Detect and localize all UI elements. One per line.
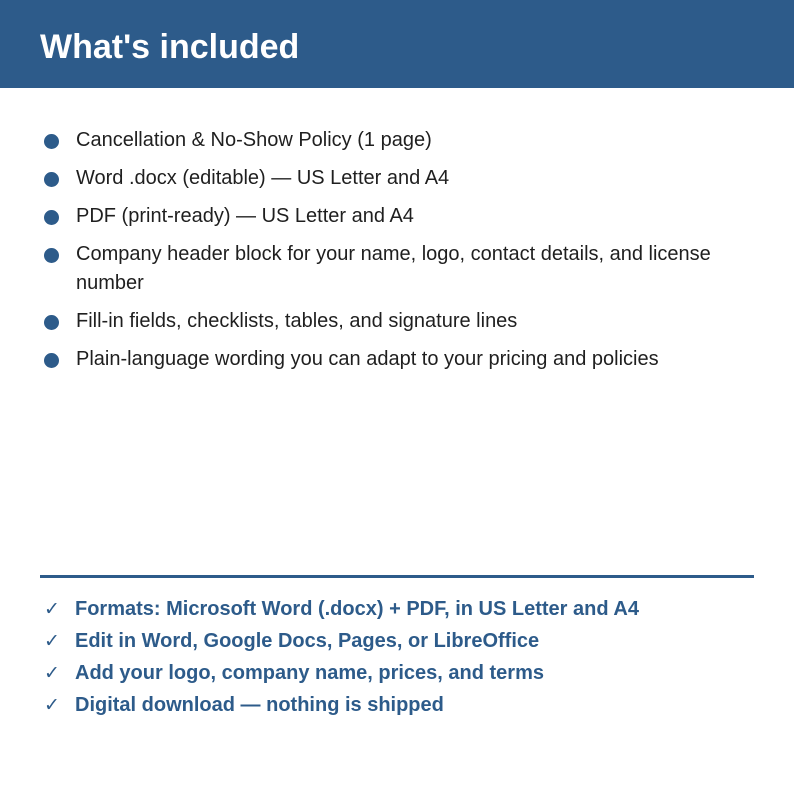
feature-text: Formats: Microsoft Word (.docx) + PDF, in US Letter and A4: [75, 598, 639, 620]
feature-text: Add your logo, company name, prices, and terms: [75, 662, 544, 684]
feature-item: [40, 627, 754, 655]
checkmark-icon: ✓: [44, 630, 60, 652]
list-item-text: Fill-in fields, checklists, tables, and signature lines: [76, 310, 518, 332]
list-item-text: PDF (print-ready) — US Letter and A4: [76, 205, 414, 227]
list-item: [40, 240, 740, 298]
checkmark-icon: ✓: [44, 598, 60, 620]
list-item: [40, 345, 740, 374]
checkmark-icon: ✓: [44, 694, 60, 716]
feature-item: [40, 595, 754, 623]
feature-item: [40, 659, 754, 687]
list-item: [40, 164, 740, 193]
list-item-text: Plain-language wording you can adapt to your pricing and policies: [76, 348, 659, 370]
features-list: [40, 595, 754, 723]
feature-text: Edit in Word, Google Docs, Pages, or LibreOffice: [75, 630, 540, 652]
list-item: [40, 202, 740, 231]
bullet-icon: [44, 315, 59, 330]
feature-item: [40, 691, 754, 719]
page-title: What's included: [40, 28, 300, 66]
bullet-icon: [44, 210, 59, 225]
bullet-icon: [44, 248, 59, 263]
list-item-text: Company header block for your name, logo, contact details, and license number: [76, 243, 711, 294]
list-item: [40, 126, 740, 155]
bullet-icon: [44, 353, 59, 368]
bullet-icon: [44, 134, 59, 149]
checkmark-icon: ✓: [44, 662, 60, 684]
list-item-text: Word .docx (editable) — US Letter and A4: [76, 167, 450, 189]
bullet-icon: [44, 172, 59, 187]
section-divider: [40, 575, 754, 578]
list-item-text: Cancellation & No-Show Policy (1 page): [76, 129, 432, 151]
feature-text: Digital download — nothing is shipped: [75, 694, 444, 716]
header-bar: [0, 0, 794, 88]
list-item: [40, 307, 740, 336]
included-list: [40, 126, 740, 383]
